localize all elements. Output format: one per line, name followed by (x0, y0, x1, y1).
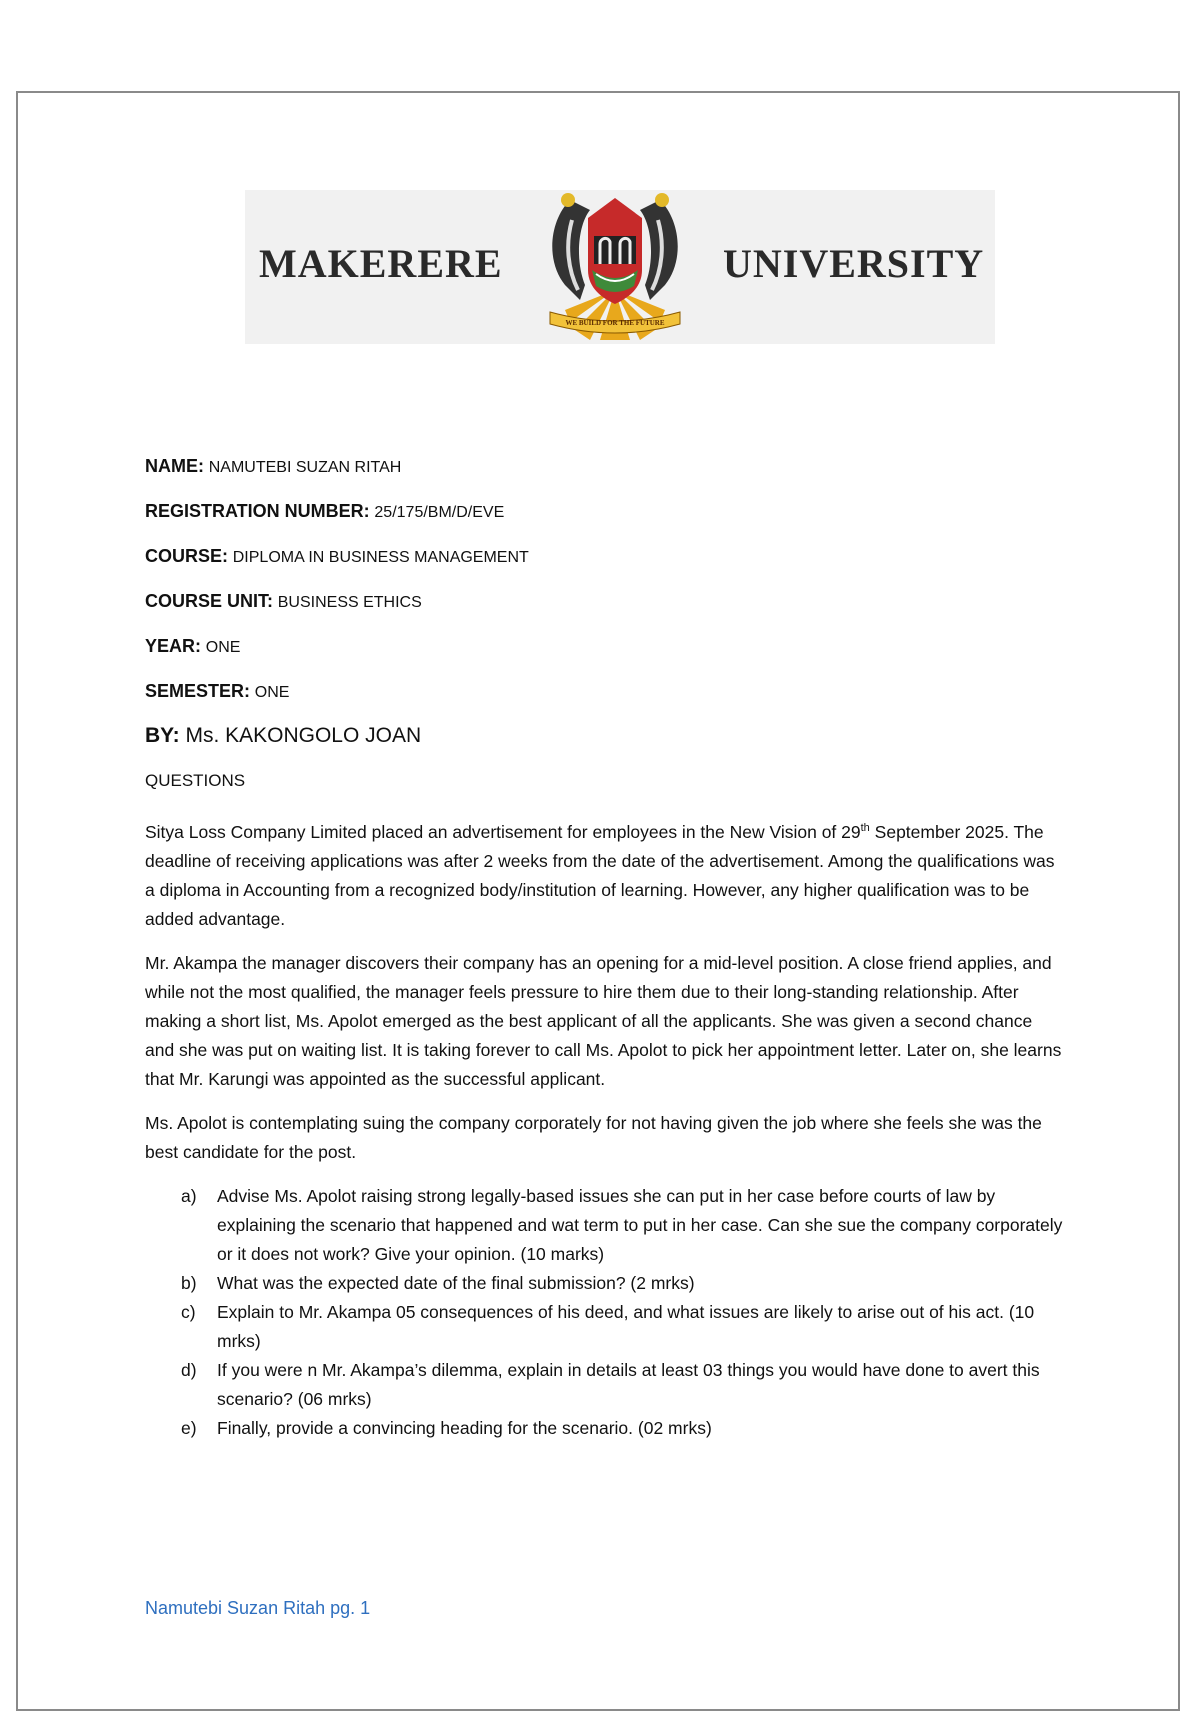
semester-label: SEMESTER: (145, 681, 251, 701)
semester-field (145, 679, 1075, 724)
question-item-c: c) Explain to Mr. Akampa 05 consequences of his deed, and what issues are likely to arise out of his act. (10 mrks) (181, 1301, 1035, 1351)
question-item-d: d) If you were n Mr. Akampa’s dilemma, explain in details at least 03 things you would have done to avert this scenario? (06 mrks) (181, 1359, 1040, 1409)
course-unit-field (145, 589, 1075, 634)
university-banner (245, 190, 995, 344)
course-value: DIPLOMA IN BUSINESS MANAGEMENT (232, 549, 529, 566)
course-field (145, 544, 1075, 589)
course-unit-value: BUSINESS ETHICS (277, 594, 422, 611)
year-label: YEAR: (145, 636, 202, 656)
scenario-paragraph-2: Mr. Akampa the manager discovers their company has an opening for a mid-level position. A close friend applies, and while not the most qualified, the manager feels pressure to hire them due to their long-standing relationship. After making a short list, Ms. Apolot emerged as the best applicant of all the applicants. She was given a second chance and she was put on waiting list. It is taking forever to call Ms. Apolot to pick her appointment letter. Later on, she learns that Mr. Karungi was appointed as the successful applicant. (145, 952, 1062, 1089)
university-name-left: MAKERERE (259, 241, 503, 286)
year-value: ONE (205, 639, 241, 656)
crest-motto: WE BUILD FOR THE FUTURE (565, 319, 665, 327)
page-footer: Namutebi Suzan Ritah pg. 1 (145, 1598, 371, 1618)
course-label: COURSE: (145, 546, 229, 566)
lecturer-label: BY: (145, 724, 180, 747)
scenario-paragraph-3: Ms. Apolot is contemplating suing the company corporately for not having given the job where she feels she was the best candidate for the post. (145, 1112, 1042, 1162)
course-unit-label: COURSE UNIT: (145, 591, 274, 611)
lecturer-field (145, 724, 1075, 769)
name-label: NAME: (145, 456, 204, 476)
name-value: NAMUTEBI SUZAN RITAH (208, 459, 402, 476)
university-name-right: UNIVERSITY (723, 241, 985, 286)
registration-field (145, 499, 1075, 544)
scenario-paragraph-1: Sitya Loss Company Limited placed an advertisement for employees in the New Vision of 29th September 2025. The deadline of receiving applications was after 2 weeks from the date of the advertisement. Among the qualifications was a diploma in Accounting from a recognized body/institution of learning. However, any higher qualification was to be added advantage. (145, 821, 1055, 929)
name-field (145, 454, 1075, 499)
student-details (145, 454, 1075, 1443)
university-crest-icon (530, 190, 700, 344)
semester-value: ONE (254, 684, 290, 701)
question-list (145, 1182, 1065, 1443)
registration-label: REGISTRATION NUMBER: (145, 501, 370, 521)
lecturer-value: Ms. KAKONGOLO JOAN (185, 724, 422, 747)
questions-heading: QUESTIONS (145, 771, 246, 790)
question-item-e: e) Finally, provide a convincing heading for the scenario. (02 mrks) (181, 1417, 712, 1438)
question-item-a: a) Advise Ms. Apolot raising strong legally-based issues she can put in her case before courts of law by explaining the scenario that happened and wat term to put in her case. Can she sue the company corporately or it does not work? Give your opinion. (10 marks) (181, 1185, 1063, 1264)
registration-value: 25/175/BM/D/EVE (374, 504, 505, 521)
question-item-b: b) What was the expected date of the final submission? (2 mrks) (181, 1272, 695, 1293)
year-field (145, 634, 1075, 679)
